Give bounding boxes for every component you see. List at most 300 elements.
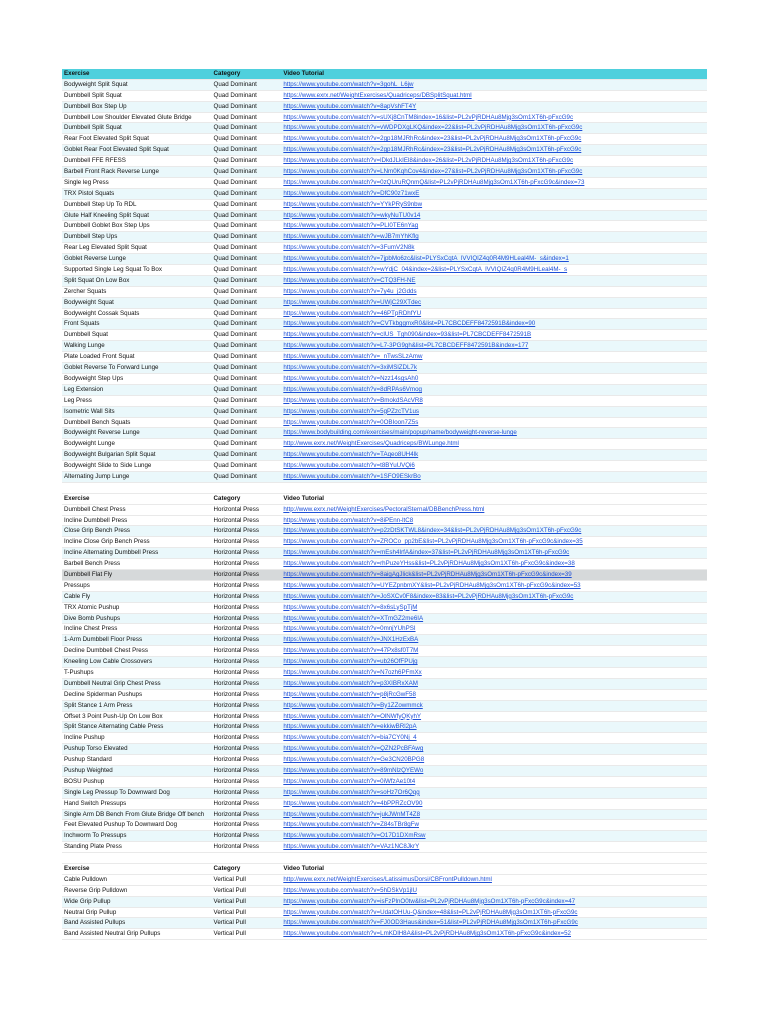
video-link[interactable]: https://www.youtube.com/watch?v=L7-3PG9gh&list=PL7CBCDEFF8472591B&index=177 — [283, 342, 529, 350]
category-cell: Horizontal Press — [213, 767, 259, 774]
category-cell: Horizontal Press — [213, 549, 259, 557]
table-row — [62, 646, 707, 657]
video-link[interactable]: https://www.youtube.com/watch?v=DfC90z71wxE — [283, 189, 420, 197]
category-cell: Quad Dominant — [213, 342, 257, 350]
table-row — [62, 407, 707, 418]
table-row — [62, 744, 707, 755]
category-cell: Horizontal Press — [213, 734, 259, 742]
category-cell: Quad Dominant — [213, 374, 257, 382]
exercise-cell: Glute Half Kneeling Split Squat — [64, 211, 149, 219]
category-cell: Quad Dominant — [213, 320, 257, 328]
exercise-cell: Walking Lunge — [64, 342, 105, 350]
table-row — [62, 570, 707, 581]
blank-row — [62, 483, 707, 494]
header-row — [62, 494, 707, 505]
category-cell: Quad Dominant — [213, 451, 257, 459]
video-link[interactable]: https://www.youtube.com/watch?v=lDkdJLkIEl8&index=26&list=PL2vPjRDHAu8Mjg3sOm1XT6h-pFxcG9c — [283, 157, 574, 165]
exercise-cell: Decline Dumbbell Chest Press — [64, 647, 148, 655]
table-row — [62, 309, 707, 320]
category-cell: Horizontal Press — [213, 821, 259, 829]
video-link[interactable]: https://www.youtube.com/watch?v=JoSXCv0F8&index=83&list=PL2vPjRDHAu8Mjg3sOm1XT6h-pFxcG9c — [283, 592, 574, 600]
video-link[interactable]: https://www.youtube.com/watch?v=ekkiwBRl2pA — [283, 723, 417, 731]
header-video: Video Tutorial — [283, 494, 324, 502]
video-link[interactable]: https://www.youtube.com/watch?v=Ge3CN20BPG8 — [283, 756, 425, 764]
category-cell: Quad Dominant — [213, 331, 257, 339]
exercise-cell: T-Pushups — [64, 668, 94, 676]
exercise-cell: Bodyweight Step Ups — [64, 374, 124, 382]
category-cell: Horizontal Press — [213, 712, 259, 720]
exercise-cell: Bodyweight Slide to Side Lunge — [64, 462, 152, 470]
table-row — [62, 396, 707, 407]
video-link[interactable]: http://www.exrx.net/WeightExercises/Quadriceps/BWLunge.html — [283, 440, 459, 448]
category-cell: Vertical Pull — [213, 897, 246, 905]
exercise-cell: Zercher Squats — [64, 287, 107, 295]
exercise-cell: Dumbbell Step Ups — [64, 233, 118, 241]
video-link[interactable]: https://www.youtube.com/watch?v=8aigAgJlick&list=PL2vPjRDHAu8Mjg3sOm1XT6h-pFxcG9c&index=39 — [283, 570, 572, 578]
video-link[interactable]: https://www.youtube.com/watch?v=2gp18MJRhRc&index=23&list=PL2vPjRDHAu8Mjg3sOm1XT6h-pFxcG9c — [283, 146, 582, 154]
exercise-cell: Standing Plate Press — [64, 843, 122, 851]
category-cell: Horizontal Press — [213, 581, 259, 589]
table-row — [62, 777, 707, 788]
exercise-cell: Incline Alternating Dumbbell Press — [64, 549, 159, 557]
table-row — [62, 810, 707, 821]
video-link[interactable]: https://www.exrx.net/WeightExercises/Quadriceps/DBSplitSquat.html — [283, 91, 472, 99]
category-cell: Quad Dominant — [213, 309, 257, 317]
exercise-cell: Cable Fly — [64, 592, 91, 600]
exercise-cell: TRX Pistol Squats — [64, 189, 115, 197]
video-link[interactable]: https://www.youtube.com/watch?v=jukJWnMT4Z8 — [283, 810, 421, 818]
category-cell: Quad Dominant — [213, 287, 257, 295]
exercise-cell: Incline Close Grip Bench Press — [64, 538, 150, 546]
exercise-cell: Pushup Weighted — [64, 767, 113, 774]
exercise-cell: Neutral Grip Pullup — [64, 908, 117, 916]
exercise-cell: Wide Grip Pullup — [64, 897, 111, 905]
category-cell: Quad Dominant — [213, 396, 257, 404]
table-row — [62, 200, 707, 211]
header-row — [62, 69, 707, 80]
table-row — [62, 102, 707, 113]
table-row — [62, 635, 707, 646]
category-cell: Horizontal Press — [213, 505, 259, 513]
exercise-cell: Feet Elevated Pushup To Downward Dog — [64, 821, 178, 829]
category-cell: Horizontal Press — [213, 614, 259, 622]
video-link[interactable]: https://www.youtube.com/watch?v=5hDSkVp1jlU — [283, 886, 417, 894]
exercise-cell: Incline Dumbbell Press — [64, 516, 128, 524]
exercise-cell: Bodyweight Bulgarian Split Squat — [64, 451, 156, 459]
table-row — [62, 178, 707, 189]
video-link[interactable]: https://www.youtube.com/watch?v=5gPZzcTV1us — [283, 407, 419, 415]
exercise-cell: Dumbbell Low Shoulder Elevated Glute Bridge — [64, 113, 192, 121]
table-row — [62, 722, 707, 733]
table-row — [62, 559, 707, 570]
video-link[interactable]: http://www.exrx.net/WeightExercises/PectoralSternal/DBBenchPress.html — [283, 505, 485, 513]
category-cell: Horizontal Press — [213, 690, 259, 698]
table-row — [62, 755, 707, 766]
header-row — [62, 864, 707, 875]
table-row — [62, 526, 707, 537]
table-row — [62, 254, 707, 265]
video-link[interactable]: https://www.youtube.com/watch?v=wJB7mYhKflg — [283, 233, 419, 241]
video-link[interactable]: https://www.youtube.com/watch?v=N7ozh6PFmXx — [283, 668, 422, 676]
section-quad-dominant — [62, 69, 707, 483]
exercise-cell: Goblet Rear Foot Elevated Split Squat — [64, 146, 169, 154]
table-row — [62, 145, 707, 156]
video-link[interactable]: https://www.youtube.com/watch?v=UdatOHUu-Q&index=48&list=PL2vPjRDHAu8Mjg3sOm1XT6h-pFxcG9c — [283, 908, 578, 916]
table-row — [62, 80, 707, 91]
header-category: Category — [213, 70, 241, 77]
exercise-cell: Dumbbell Split Squat — [64, 91, 122, 99]
exercise-cell: Bodyweight Lunge — [64, 440, 115, 448]
video-link[interactable]: https://www.youtube.com/watch?v=LNm0KqhCov4&index=27&list=PL2vPjRDHAu8Mjg3sOm1XT6h-pFxcG9c — [283, 168, 583, 176]
table-row — [62, 450, 707, 461]
exercise-cell: Single Arm DB Bench From Glute Bridge Off bench — [64, 810, 205, 818]
table-row — [62, 929, 707, 940]
table-row — [62, 842, 707, 853]
header-exercise: Exercise — [64, 865, 90, 873]
category-cell: Horizontal Press — [213, 516, 259, 524]
category-cell: Quad Dominant — [213, 298, 257, 306]
video-link[interactable]: https://www.youtube.com/watch?v=t8BYuUVQi6 — [283, 462, 415, 470]
video-link[interactable]: https://www.youtube.com/watch?v=vWDPDXgLKQ&index=22&list=PL2vPjRDHAu8Mjg3sOm1XT6h-pFxcG9c — [283, 124, 583, 132]
category-cell: Quad Dominant — [213, 157, 257, 165]
exercise-cell: Inchworm To Pressups — [64, 832, 127, 840]
video-link[interactable]: https://www.youtube.com/watch?v=7y4u_j2Gdds — [283, 287, 417, 295]
category-cell: Vertical Pull — [213, 930, 246, 938]
category-cell: Quad Dominant — [213, 200, 257, 208]
table-row — [62, 831, 707, 842]
video-link[interactable]: https://www.youtube.com/watch?v=ZROCo_pp2bE&list=PL2vPjRDHAu8Mjg3sOm1XT6h-pFxcG9c&index=35 — [283, 538, 583, 546]
video-link[interactable]: https://www.youtube.com/watch?v=VAz1NC8JkrY — [283, 843, 420, 851]
category-cell: Quad Dominant — [213, 146, 257, 154]
table-row — [62, 592, 707, 603]
video-link[interactable]: https://www.youtube.com/watch?v=8apVshFT4Y — [283, 102, 417, 110]
video-link[interactable]: https://www.youtube.com/watch?v=TAqeo8UH4lk — [283, 451, 419, 459]
category-cell: Quad Dominant — [213, 91, 257, 99]
category-cell: Horizontal Press — [213, 668, 259, 676]
table-row — [62, 657, 707, 668]
table-row — [62, 603, 707, 614]
table-row — [62, 875, 707, 886]
video-link[interactable]: https://www.youtube.com/watch?v=0OBIoon7Z5s — [283, 418, 419, 426]
video-link[interactable]: https://www.youtube.com/watch?v=BmokdSAcVR8 — [283, 396, 423, 404]
video-link[interactable]: https://www.youtube.com/watch?v=3FumV2N8k — [283, 244, 415, 252]
exercise-cell: Reverse Grip Pulldown — [64, 886, 128, 894]
exercise-cell: Rear Foot Elevated Split Squat — [64, 135, 149, 143]
exercise-cell: Dumbbell Bench Squats — [64, 418, 131, 426]
table-row — [62, 624, 707, 635]
video-link[interactable]: https://www.youtube.com/watch?v=8dRPAs6Vmog — [283, 385, 422, 393]
exercise-cell: Goblet Reverse To Forward Lunge — [64, 364, 159, 372]
video-link[interactable]: https://www.youtube.com/watch?v=3gohL_L6jw — [283, 80, 414, 88]
table-row — [62, 472, 707, 483]
video-link[interactable]: https://www.youtube.com/watch?v=8x6sLySpTjM — [283, 603, 418, 611]
exercise-cell: Dumbbell FFE RFESS — [64, 157, 126, 165]
exercise-cell: Pushup Standard — [64, 756, 112, 764]
exercise-cell: Kneeling Low Cable Crossovers — [64, 658, 153, 666]
section-horizontal-press — [62, 494, 707, 853]
exercise-cell: Dumbbell Flat Fly — [64, 570, 113, 578]
exercise-cell: Pressups — [64, 581, 90, 589]
category-cell: Quad Dominant — [213, 407, 257, 415]
category-cell: Horizontal Press — [213, 799, 259, 807]
table-row — [62, 211, 707, 222]
video-link[interactable]: https://www.youtube.com/watch?v=8iPEnn-ltC8 — [283, 516, 414, 524]
category-cell: Horizontal Press — [213, 636, 259, 644]
category-cell: Quad Dominant — [213, 80, 257, 88]
exercise-cell: Bodyweight Reverse Lunge — [64, 429, 140, 437]
exercise-cell: Leg Press — [64, 396, 92, 404]
header-exercise: Exercise — [64, 70, 90, 77]
video-link[interactable]: https://www.youtube.com/watch?v=wkyNuTU0v14 — [283, 211, 421, 219]
category-cell: Horizontal Press — [213, 658, 259, 666]
exercise-cell: Hand Switch Pressups — [64, 799, 127, 807]
exercise-cell: Incline Pushup — [64, 734, 105, 742]
exercise-cell: Leg Extension — [64, 385, 104, 393]
category-cell: Quad Dominant — [213, 276, 257, 284]
header-video: Video Tutorial — [283, 865, 324, 873]
exercise-cell: Plate Loaded Front Squat — [64, 353, 135, 361]
category-cell: Quad Dominant — [213, 418, 257, 426]
table-row — [62, 363, 707, 374]
video-link[interactable]: https://www.youtube.com/watch?v=CVTkbggmxR0&list=PL7CBCDEFF8472591B&index=90 — [283, 320, 536, 328]
category-cell: Quad Dominant — [213, 135, 257, 143]
category-cell: Quad Dominant — [213, 178, 257, 186]
header-video: Video Tutorial — [283, 70, 324, 77]
exercise-cell: Bodyweight Split Squat — [64, 80, 128, 88]
category-cell: Quad Dominant — [213, 462, 257, 470]
table-row — [62, 820, 707, 831]
video-link[interactable]: https://www.youtube.com/watch?v=rhPuzeYHss&list=PL2vPjRDHAu8Mjg3sOm1XT6h-pFxcG9c&index=38 — [283, 560, 575, 568]
exercise-cell: Barbell Front Rack Reverse Lunge — [64, 168, 159, 176]
category-cell: Quad Dominant — [213, 364, 257, 372]
category-cell: Horizontal Press — [213, 603, 259, 611]
video-link[interactable]: https://www.youtube.com/watch?v=isFzPlnO0tw&list=PL2vPjRDHAu8Mjg3sOm1XT6h-pFxcG9c&index=47 — [283, 897, 576, 905]
table-row — [62, 733, 707, 744]
category-cell: Horizontal Press — [213, 777, 259, 785]
exercise-cell: Dumbbell Neutral Grip Chest Press — [64, 679, 161, 687]
category-cell: Horizontal Press — [213, 527, 259, 535]
exercise-cell: Alternating Jump Lunge — [64, 472, 130, 480]
table-row — [62, 189, 707, 200]
table-row — [62, 156, 707, 167]
table-row — [62, 581, 707, 592]
exercise-cell: TRX Atomic Pushup — [64, 603, 120, 611]
video-link[interactable]: https://www.bodybuilding.com/exercises/main/popup/name/bodyweight-reverse-lunge — [283, 429, 517, 437]
video-link[interactable]: https://www.youtube.com/watch?v=LmKDlH8A&list=PL2vPjRDHAu8Mjg3sOm1XT6h-pFxcG9c&index=52 — [283, 930, 571, 938]
table-row — [62, 374, 707, 385]
exercise-cell: Single Leg Pressup To Downward Dog — [64, 788, 170, 796]
video-link[interactable]: https://www.youtube.com/watch?v=ub26OfFPUjg — [283, 658, 418, 666]
category-cell: Quad Dominant — [213, 189, 257, 197]
category-cell: Horizontal Press — [213, 723, 259, 731]
video-link[interactable]: https://www.youtube.com/watch?v=XTmGZ2me6IA — [283, 614, 424, 622]
category-cell: Vertical Pull — [213, 908, 246, 916]
table-row — [62, 668, 707, 679]
category-cell: Quad Dominant — [213, 472, 257, 480]
category-cell: Vertical Pull — [213, 875, 246, 883]
video-link[interactable]: https://www.youtube.com/watch?v=wYdjC_04&index=2&list=PLYSxCqtA_lVVIQIZ4q0R4M9HLeal4M-_s — [283, 266, 568, 274]
exercise-cell: Dumbbell Squat — [64, 331, 109, 339]
category-cell: Quad Dominant — [213, 211, 257, 219]
table-row — [62, 352, 707, 363]
video-link[interactable]: https://www.youtube.com/watch?v=4bPPRZcOV90 — [283, 799, 423, 807]
video-link[interactable]: https://www.youtube.com/watch?v=p3XIBRxXAM — [283, 679, 418, 687]
exercise-cell: BOSU Pushup — [64, 777, 105, 785]
category-cell: Vertical Pull — [213, 919, 246, 927]
category-cell: Horizontal Press — [213, 592, 259, 600]
exercise-cell: Pushup Torso Elevated — [64, 745, 128, 753]
category-cell: Quad Dominant — [213, 244, 257, 252]
video-link[interactable]: https://www.youtube.com/watch?v=0zQUruRQnmQ&list=PL2vPjRDHAu8Mjg3sOm1XT6h-pFxcG9c&index=73 — [283, 178, 585, 186]
exercise-cell: Decline Spiderman Pushups — [64, 690, 143, 698]
video-link[interactable]: https://www.youtube.com/watch?v=OlNWfyQKyhY — [283, 712, 422, 720]
exercise-cell: Band Assisted Pullups — [64, 919, 126, 927]
category-cell: Quad Dominant — [213, 429, 257, 437]
category-cell: Horizontal Press — [213, 810, 259, 818]
table-row — [62, 712, 707, 723]
category-cell: Horizontal Press — [213, 745, 259, 753]
table-row — [62, 548, 707, 559]
category-cell: Horizontal Press — [213, 538, 259, 546]
exercise-cell: Bodyweight Squat — [64, 298, 114, 306]
video-link[interactable]: https://www.youtube.com/watch?v=O17D1DXmRsw — [283, 832, 426, 840]
exercise-cell: Band Assisted Neutral Grip Pullups — [64, 930, 161, 938]
category-cell: Quad Dominant — [213, 353, 257, 361]
video-link[interactable]: https://www.youtube.com/watch?v=46PTpRDhfYU — [283, 309, 422, 317]
table-row — [62, 439, 707, 450]
table-row — [62, 330, 707, 341]
video-link[interactable]: https://www.youtube.com/watch?v=Nzz14sgsAh0 — [283, 374, 419, 382]
category-cell: Quad Dominant — [213, 222, 257, 230]
category-cell: Horizontal Press — [213, 788, 259, 796]
table-row — [62, 701, 707, 712]
video-link[interactable]: https://www.youtube.com/watch?v=By1ZZowmmck — [283, 701, 423, 709]
category-cell: Horizontal Press — [213, 647, 259, 655]
table-row — [62, 428, 707, 439]
exercise-spreadsheet — [62, 69, 707, 940]
table-row — [62, 690, 707, 701]
table-row — [62, 918, 707, 929]
table-row — [62, 134, 707, 145]
video-link[interactable]: https://www.youtube.com/watch?v=2gp18MJRhRc&index=23&list=PL2vPjRDHAu8Mjg3sOm1XT6h-pFxcG9c — [283, 135, 582, 143]
header-exercise: Exercise — [64, 494, 90, 502]
category-cell: Quad Dominant — [213, 113, 257, 121]
video-link[interactable]: https://www.youtube.com/watch?v=QZN2PcBFAwg — [283, 745, 424, 753]
exercise-cell: Cable Pulldown — [64, 875, 107, 883]
video-link[interactable]: https://www.youtube.com/watch?v=FJ0OD3Haus&index=51&list=PL2vPjRDHAu8Mjg3sOm1XT6h-pFxcG9c — [283, 919, 578, 927]
table-row — [62, 232, 707, 243]
exercise-cell: Incline Chest Press — [64, 625, 118, 633]
video-link[interactable]: https://www.youtube.com/watch?v=UYEZpnbmXY&list=PL2vPjRDHAu8Mjg3sOm1XT6h-pFxcG9c&index=53 — [283, 581, 581, 589]
table-row — [62, 614, 707, 625]
exercise-cell: Dive Bomb Pushups — [64, 614, 121, 622]
video-link[interactable]: https://www.youtube.com/watch?v=soHz7Or6Qqg — [283, 788, 420, 796]
exercise-cell: Barbell Bench Press — [64, 560, 121, 568]
exercise-cell: Bodyweight Cossak Squats — [64, 309, 140, 317]
video-link[interactable]: https://www.youtube.com/watch?v=3xiMSlZDL7k — [283, 364, 417, 372]
video-link[interactable]: https://www.youtube.com/watch?v=UWjC29XTdec — [283, 298, 422, 306]
video-link[interactable]: https://www.youtube.com/watch?v=mEsh4IrfA&index=37&list=PL2vPjRDHAu8Mjg3sOm1XT6h-pFxcG9c — [283, 549, 570, 557]
video-link[interactable]: https://www.youtube.com/watch?v=0mnjYUhPSI — [283, 625, 416, 633]
video-link[interactable]: https://www.youtube.com/watch?v=cIUS_Tgh090&index=93&list=PL7CBCDEFF8472591B — [283, 331, 532, 339]
exercise-cell: Goblet Reverse Lunge — [64, 255, 126, 263]
exercise-cell: Dumbbell Step Up To RDL — [64, 200, 137, 208]
category-cell: Horizontal Press — [213, 560, 259, 568]
table-row — [62, 265, 707, 276]
table-row — [62, 319, 707, 330]
video-link[interactable]: https://www.youtube.com/watch?v=p2zDtSKTWL8&index=34&list=PL2vPjRDHAu8Mjg3sOm1XT6h-pFxcG9c — [283, 527, 582, 535]
header-category: Category — [213, 865, 241, 873]
exercise-cell: Close Grip Bench Press — [64, 527, 131, 535]
category-cell: Quad Dominant — [213, 255, 257, 263]
category-cell: Quad Dominant — [213, 440, 257, 448]
category-cell: Horizontal Press — [213, 570, 259, 578]
video-link[interactable]: https://www.youtube.com/watch?v=p8jRcGwF58 — [283, 690, 416, 698]
table-row — [62, 287, 707, 298]
exercise-cell: 1-Arm Dumbbell Floor Press — [64, 636, 143, 644]
table-row — [62, 897, 707, 908]
category-cell: Horizontal Press — [213, 832, 259, 840]
table-row — [62, 123, 707, 134]
table-row — [62, 461, 707, 472]
category-cell: Quad Dominant — [213, 266, 257, 274]
category-cell: Horizontal Press — [213, 756, 259, 764]
exercise-cell: Offset 3 Point Push-Up On Low Box — [64, 712, 163, 720]
video-link[interactable]: https://www.youtube.com/watch?v=YYkPRyS9nbw — [283, 200, 423, 208]
table-row — [62, 516, 707, 527]
category-cell: Horizontal Press — [213, 679, 259, 687]
exercise-cell: Single leg Press — [64, 178, 109, 186]
table-row — [62, 418, 707, 429]
blank-row — [62, 853, 707, 864]
video-link[interactable]: https://www.youtube.com/watch?v=sUXj8CnTM8index=16&list=PL2vPjRDHAu8Mjg3sOm1XT6h-pFxcG9c — [283, 113, 574, 121]
category-cell: Quad Dominant — [213, 233, 257, 241]
video-link[interactable]: http://www.exrx.net/WeightExercises/LatissimusDorsi/CBFrontPulldown.html — [283, 875, 492, 883]
exercise-cell: Isometric Wall Sits — [64, 407, 115, 415]
video-link[interactable]: https://www.youtube.com/watch?v=47Px8sf0T7M — [283, 647, 419, 655]
video-link[interactable]: https://www.youtube.com/watch?v=89mNlzQYEWo — [283, 767, 424, 774]
category-cell: Horizontal Press — [213, 843, 259, 851]
exercise-cell: Split Stance Alternating Cable Press — [64, 723, 164, 731]
table-row — [62, 788, 707, 799]
exercise-cell: Dumbbell Box Step Up — [64, 102, 127, 110]
table-row — [62, 243, 707, 254]
exercise-cell: Rear Leg Elevated Split Squat — [64, 244, 147, 252]
video-link[interactable]: https://www.youtube.com/watch?v=CTQ3FH-NE — [283, 276, 416, 284]
table-row — [62, 276, 707, 287]
table-row — [62, 886, 707, 897]
video-link[interactable]: https://www.youtube.com/watch?v=Z84sTBr8gFw — [283, 821, 419, 829]
exercise-cell: Split Squat On Low Box — [64, 276, 130, 284]
category-cell: Quad Dominant — [213, 168, 257, 176]
video-link[interactable]: https://www.youtube.com/watch?v=7jpbMo6zc&list=PLYSxCqtA_lVVIQIZ4q0R4M9HLeal4M-_s&index=1 — [283, 255, 569, 263]
exercise-cell: Supported Single Leg Squat To Box — [64, 266, 162, 274]
video-link[interactable]: https://www.youtube.com/watch?v=JNX1HzExBA — [283, 636, 419, 644]
video-link[interactable]: https://www.youtube.com/watch?v=_nTwsSLzAmw — [283, 353, 423, 361]
video-link[interactable]: https://www.youtube.com/watch?v=bia7CY0Nj_4 — [283, 734, 417, 742]
video-link[interactable]: https://www.youtube.com/watch?v=PLI0TE6nYag — [283, 222, 419, 230]
exercise-cell: Dumbbell Chest Press — [64, 505, 126, 513]
header-category: Category — [213, 494, 241, 502]
category-cell: Quad Dominant — [213, 385, 257, 393]
table-row — [62, 505, 707, 516]
table-row — [62, 113, 707, 124]
video-link[interactable]: https://www.youtube.com/watch?v=1SFO9ESkrBo — [283, 472, 421, 480]
video-link[interactable]: https://www.youtube.com/watch?v=0iWfzAe10t4 — [283, 777, 416, 785]
table-row — [62, 385, 707, 396]
table-row — [62, 908, 707, 919]
table-row — [62, 537, 707, 548]
